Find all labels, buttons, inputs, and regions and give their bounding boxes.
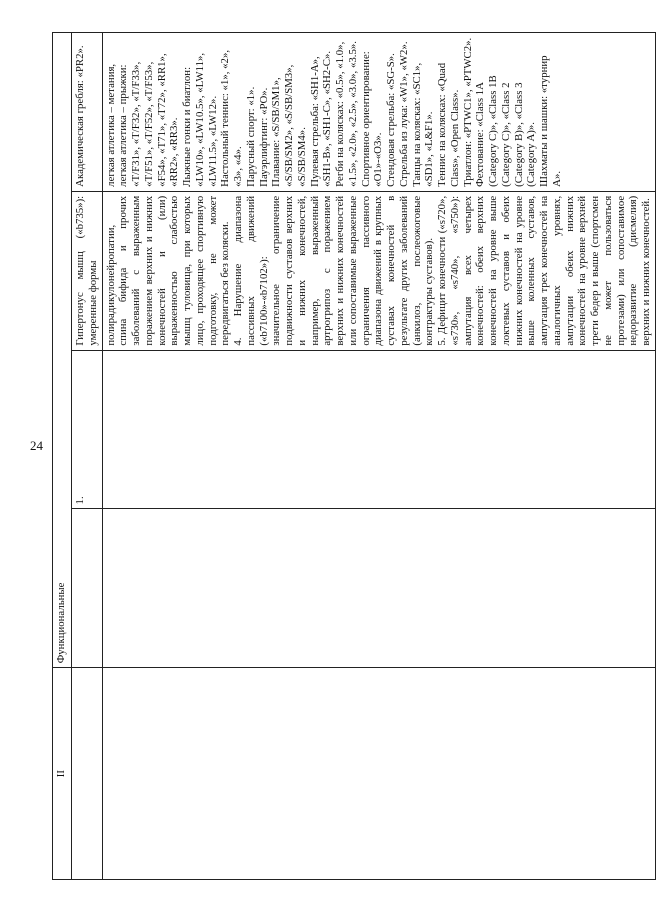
class-line: Танцы на колясках: «SC1», «SD1», «L&F1». [410, 62, 436, 187]
class-line: Настольный теннис: «1», «2», «3», «4». [219, 49, 244, 187]
next-row-impairment: Гипертонус мышц («b735»): умеренные формы [72, 191, 103, 350]
classification-table-rotated [52, 32, 652, 880]
class-line: Парусный спорт: «1». [244, 86, 257, 187]
class-line: Регби на колясках: «0.5», «1.0», «1.5», «2.0», «2.5», «3.0», «3.5». [334, 41, 359, 187]
class-line: Пауэрлифтинг: «PO». [257, 87, 270, 187]
impairments-cell [102, 191, 655, 350]
row-index [102, 350, 655, 509]
class-line: Спортивное ориентирование: «O1»-«O3». [359, 51, 385, 187]
class-line: Фехтование: «Class 1A (Category C)», «Class 1B (Category C)», «Class 2 (Category B)», «Class 3 (Category A)». [474, 75, 538, 187]
class-line: Плавание: «S/SB/SM1», «S/SB/SM2», «S/SB/SM3», «S/SB/SM4». [270, 64, 308, 187]
class-line: Пулевая стрельба: «SH1-A», «SH1-B», «SH1-C», «SH2-C». [308, 50, 334, 187]
section-number: II [53, 668, 72, 880]
page-number: 24 [30, 438, 43, 453]
classes-cell [102, 33, 655, 192]
row-blank-2 [102, 509, 655, 668]
section-header-row [53, 33, 72, 880]
class-line: Лыжные гонки и биатлон: «LW10», «LW10.5», «LW11», «LW11.5», «LW12». [181, 52, 219, 187]
next-row-blank [72, 668, 103, 880]
class-line: Стрельба из лука: «W1», «W2». [397, 41, 410, 187]
class-line: Стендовая стрельба: «SG-S». [385, 53, 397, 187]
class-line: Шахматы и шашки: «турнир A». [538, 55, 563, 187]
table-row [102, 33, 655, 880]
row-blank [102, 668, 655, 880]
next-row-class: Академическая гребля: «PR2». [72, 33, 103, 192]
class-line: Теннис на колясках: «Quad Class», «Open Class». [436, 62, 461, 187]
impairment-paragraph: 4. Нарушение диапазона пассивных движений («b7100»-«b7102»): значительное ограничение подвижности суставов верхних и нижних конечностей, например, выраженный артрогрипоз с поражением верхних и нижних конечностей или сопоставимые выраженные ограничения пассивного диапазона движений в крупных суставах конечностей в результате других заболеваний (анкилоз, послеожоговые контрактуры суставов). [232, 195, 436, 346]
next-row-index: 1. [72, 350, 103, 509]
next-row [72, 33, 103, 880]
class-line: легкая атлетика – метания, легкая атлетика – прыжки: «T/F31», «T/F32», «T/F33», «T/F51», «T/F52», «T/F53», «F54», «T71», «T72», «RR1», «RR2», «RR3». [104, 53, 181, 187]
next-row-blank-2 [72, 509, 103, 668]
class-line: Триатлон: «PTWC1», «PTWC2». [461, 37, 474, 187]
classification-table [52, 32, 656, 880]
impairment-paragraph: 5. Дефицит конечности («s720», «s730», «s740», «s750»): ампутация всех четырех конечностей: обеих верхних конечностей на уровне выше локтевых суставов и обеих нижних конечностей на уровне выше коленных суставов, ампутация трех конечностей на аналогичных уровнях, ампутации обеих нижних конечностей на уровне верхней трети бедер и выше (спортсмен не может пользоваться протезами) или сопоставимое недоразвитие (дисмелия) верхних и нижних конечностей. [436, 195, 652, 346]
section-title: Функциональные [53, 33, 72, 668]
impairment-paragraph: полирадикулонейропатии, спина бифида и прочих заболеваний с выраженным поражением верхних и нижних конечностей и (или) выраженностью слабостью мышц туловища, при которых лицо, проходящее спортивную подготовку, не может передвигаться без коляски. [104, 195, 232, 346]
